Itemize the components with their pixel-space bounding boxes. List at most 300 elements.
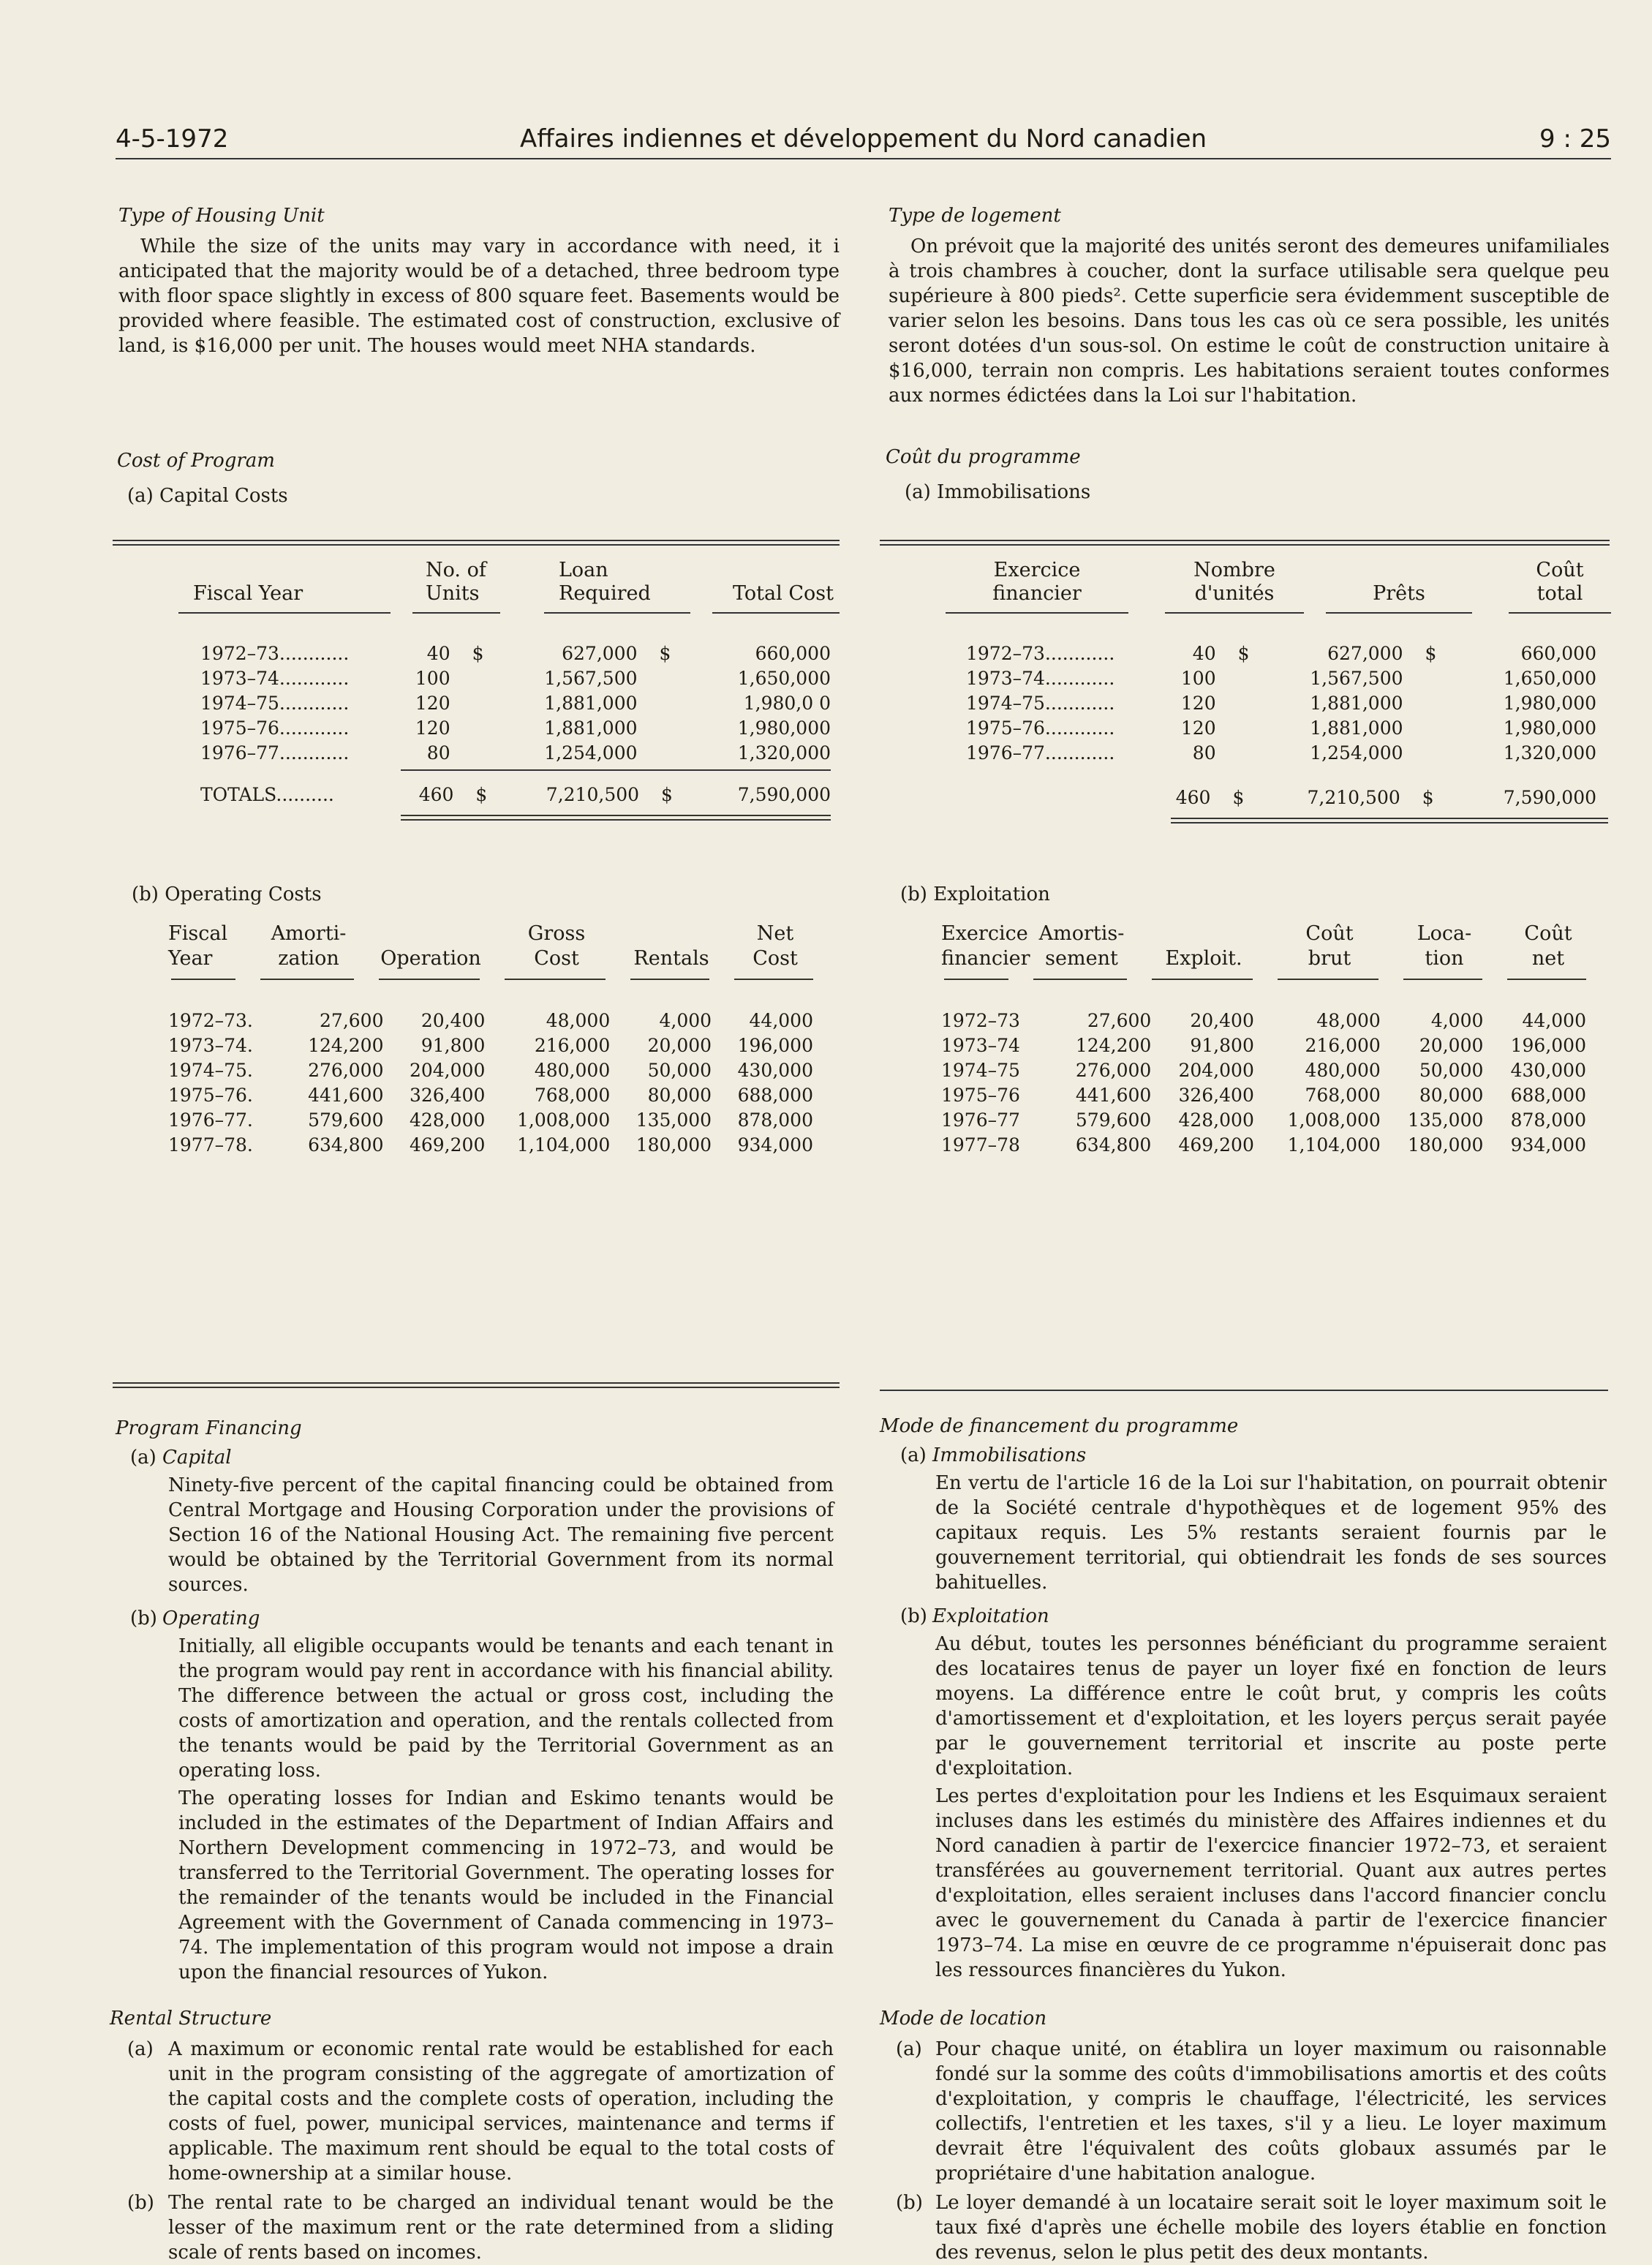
table-cell: 1,881,000 <box>1310 717 1403 739</box>
table-cell: 1973–74............ <box>200 667 350 689</box>
table-cell: 1977–78 <box>941 1134 1020 1156</box>
table-cell: 120 <box>415 692 450 714</box>
fr-op-header-cell <box>1504 922 1592 971</box>
table-cell: 1975–76. <box>168 1084 253 1106</box>
fr-op-header-cell <box>1030 922 1133 971</box>
table-cell: 768,000 <box>1305 1084 1381 1106</box>
en-op-header-line <box>376 922 486 946</box>
table-cell: 688,000 <box>1510 1084 1586 1106</box>
table-cell: 660,000 <box>755 642 831 664</box>
table-cell: 934,000 <box>1510 1134 1586 1156</box>
table-cell: $ <box>659 642 671 664</box>
en-cap-h-loan: Loan Required <box>559 559 651 605</box>
table-row <box>941 1033 1586 1058</box>
en-op-header-cell <box>502 922 611 971</box>
table-cell <box>1216 690 1278 715</box>
table-cell: 40 <box>426 642 450 664</box>
table-cell: 430,000 <box>1510 1059 1586 1081</box>
fr-fin-b-text2: Les pertes d'exploitation pour les Indiens et les Esquimaux seraient incluses dans les estimés du ministère des Affaires indiennes et du Nord canadien à partir de l'exercice financier 1972–73, et seraient transférées au gouvernement territorial. Quant aux autres pertes d'exploitation, elles seraient incluses dans l'accord financier conclu avec le gouvernement du Canada à partir de l'exercice financier 1973–74. La mise en œuvre de ce programme n'épuiserait donc pas les ressources financières du Yukon. <box>935 1785 1607 1981</box>
en-cap-h-units: No. of Units <box>426 559 486 605</box>
table-cell: 196,000 <box>737 1034 813 1056</box>
fr-op-header-line: sement <box>1045 947 1118 970</box>
table-cell: 120 <box>1180 717 1216 739</box>
table-cell: 1,650,000 <box>737 667 831 689</box>
fr-cap-header-line: Coût <box>1536 559 1584 581</box>
table-cell: 216,000 <box>1305 1034 1381 1056</box>
table-cell: $ <box>1425 642 1437 664</box>
table-cell: 1,881,000 <box>1310 692 1403 714</box>
en-fin-a-text: Ninety-five percent of the capital financing could be obtained from Central Mortgage and Housing Corporation under the provisions of Section 16 of the National Housing Act. The remaining five percent would be obtained by the Territorial Government from its normal sources. <box>168 1474 834 1596</box>
table-cell: 627,000 <box>1327 642 1403 664</box>
en-op-header-line: zation <box>278 947 339 970</box>
table-total-cell: 460 <box>1175 786 1211 808</box>
table-total-row <box>200 781 831 807</box>
table-row <box>200 690 831 715</box>
fr-op-header-rule <box>1507 979 1586 980</box>
table-cell: 1,980,0 0 <box>743 692 831 714</box>
table-cell: 27,600 <box>320 1009 384 1031</box>
en-op-header-rule <box>505 979 606 980</box>
fr-capital-header <box>880 546 1610 615</box>
en-op-header-rule <box>630 979 709 980</box>
table-cell: 579,600 <box>1075 1109 1152 1131</box>
table-cell: 50,000 <box>647 1059 712 1081</box>
fr-fin-a-label: (a) <box>900 1444 927 1466</box>
table-cell: 441,600 <box>1075 1084 1152 1106</box>
fr-cost-section <box>886 446 1610 510</box>
table-total-cell: $ <box>1422 786 1434 808</box>
table-cell: $ <box>1237 642 1250 664</box>
table-cell: 1973–74 <box>941 1034 1020 1056</box>
fr-fin-b-label: (b) <box>900 1605 927 1627</box>
table-cell <box>1403 690 1465 715</box>
table-cell <box>1403 715 1465 740</box>
fr-operating-section <box>900 883 1610 913</box>
table-cell: 1,008,000 <box>1287 1109 1381 1131</box>
fr-rent-a-text: Pour chaque unité, on établira un loyer maximum ou raisonnable fondé sur la somme des coûts d'immobilisations amortis et des coûts d'exploitation, y compris le chauffage, l'électricité, les services collectifs, l'entretien et les taxes, s'il y a lieu. Le loyer maximum devrait être l'équivalent des coûts globaux assumés par le propriétaire d'une habitation analogue. <box>935 2038 1607 2185</box>
table-total-cell: 7,210,500 <box>1307 786 1400 808</box>
en-cap-h-fiscal: Fiscal Year <box>193 582 303 605</box>
fr-op-header-rule <box>1403 979 1482 980</box>
table-cell: 469,200 <box>1178 1134 1254 1156</box>
table-cell: 100 <box>1180 667 1216 689</box>
table-cell: 660,000 <box>1520 642 1596 664</box>
en-op-header-cell <box>731 922 819 971</box>
table-row <box>168 1008 813 1033</box>
en-capital-table-wrap <box>113 540 840 821</box>
table-cell: 1976–77. <box>168 1109 253 1131</box>
table-cell: 124,200 <box>1075 1034 1152 1056</box>
en-op-header-rule <box>734 979 813 980</box>
en-rent-b-label: (b) <box>127 2192 154 2214</box>
fr-capital-heading-text: (a) Immobilisations <box>905 481 1091 503</box>
table-cell: 627,000 <box>562 642 638 664</box>
fr-capital-total-table <box>966 784 1596 810</box>
en-housing-heading: Type of Housing Unit <box>118 205 325 227</box>
table-cell: $ <box>472 642 484 664</box>
en-op-header-line: Net <box>756 922 794 945</box>
en-op-header-cell <box>168 922 241 971</box>
table-cell: 1977–78. <box>168 1134 253 1156</box>
table-cell: 480,000 <box>534 1059 611 1081</box>
en-op-header-cell <box>376 922 486 971</box>
table-cell: 1974–75............ <box>200 692 350 714</box>
table-total-cell: 460 <box>418 783 454 805</box>
table-cell: 441,600 <box>308 1084 384 1106</box>
fr-op-header-cell <box>941 922 1030 971</box>
table-cell: 1976–77............ <box>200 742 350 764</box>
table-cell: 180,000 <box>635 1134 712 1156</box>
table-row <box>966 690 1596 715</box>
table-row <box>941 1132 1586 1157</box>
en-fin-b-heading: Operating <box>162 1608 260 1629</box>
table-cell: 50,000 <box>1419 1059 1484 1081</box>
table-cell <box>638 740 699 765</box>
table-cell: 878,000 <box>1510 1109 1586 1131</box>
table-row <box>941 1008 1586 1033</box>
fr-cap-header-line: d'unités <box>1194 582 1275 605</box>
table-cell: 1,980,000 <box>1503 692 1596 714</box>
fr-cost-heading: Coût du programme <box>886 446 1081 468</box>
fr-financing-section <box>880 1415 1610 1983</box>
table-cell: 80 <box>426 742 450 764</box>
header-title: Affaires indiennes et développement du Nord canadien <box>519 124 1207 154</box>
fr-housing-heading: Type de logement <box>889 205 1061 227</box>
en-operating-heading-text: (b) Operating Costs <box>132 883 322 905</box>
fr-rent-b-label: (b) <box>896 2192 923 2214</box>
fr-cap-header-cell <box>1333 559 1465 606</box>
table-cell: 27,600 <box>1087 1009 1152 1031</box>
fr-op-header-line: Coût <box>1305 922 1354 945</box>
fr-op-header-line: net <box>1531 947 1565 970</box>
fr-cap-header-rule <box>1326 612 1472 614</box>
table-row <box>200 641 831 666</box>
table-cell: 1975–76............ <box>966 717 1115 739</box>
table-cell: 1972–73............ <box>966 642 1115 664</box>
en-rental-heading: Rental Structure <box>110 2008 272 2030</box>
table-total-cell: $ <box>475 783 488 805</box>
table-cell: 91,800 <box>1190 1034 1254 1056</box>
en-op-header-rule <box>379 979 480 980</box>
fr-fin-a-heading: Immobilisations <box>932 1444 1087 1466</box>
table-cell: 1975–76 <box>941 1084 1020 1106</box>
en-housing-text: While the size of the units may vary in accordance with need, it i anticipated that the majority would be of a detached, three bedroom type with floor space slightly in excess of 800 square feet. Basements would be provided where feasible. The estimated cost of construction, exclusive of land, is $16,000 per unit. The houses would meet NHA standards. <box>118 235 840 357</box>
table-cell: 1974–75. <box>168 1059 253 1081</box>
table-cell: 204,000 <box>409 1059 486 1081</box>
fr-cap-header-cell <box>953 559 1121 606</box>
table-cell <box>1216 715 1278 740</box>
fr-op-header-line: brut <box>1308 947 1351 970</box>
table-cell: 180,000 <box>1408 1134 1484 1156</box>
fr-op-header-cell <box>1400 922 1488 971</box>
en-capital-table <box>200 641 831 765</box>
fr-op-header-line: tion <box>1425 947 1464 970</box>
table-cell: 4,000 <box>659 1009 712 1031</box>
table-row <box>966 715 1596 740</box>
fr-cap-header-line: Nombre <box>1193 559 1275 581</box>
table-cell: 1,104,000 <box>517 1134 611 1156</box>
table-cell <box>450 715 512 740</box>
fr-op-header-line: Coût <box>1524 922 1572 945</box>
en-op-header-cell <box>257 922 360 971</box>
table-cell: 326,400 <box>1178 1084 1254 1106</box>
table-cell: 1,320,000 <box>737 742 831 764</box>
en-rent-a-label: (a) <box>127 2038 154 2060</box>
table-cell: 1,320,000 <box>1503 742 1596 764</box>
table-cell: 1,254,000 <box>1310 742 1403 764</box>
table-row <box>168 1082 813 1107</box>
table-total-cell: 7,210,500 <box>546 783 640 805</box>
fr-op-header-line: financier <box>941 947 1030 970</box>
table-cell: 48,000 <box>546 1009 611 1031</box>
fr-op-header-line: Exercice <box>941 922 1028 945</box>
en-op-header-line: Amorti- <box>271 922 347 945</box>
table-cell: 1974–75............ <box>966 692 1115 714</box>
fr-cap-header-line: Exercice <box>993 559 1081 581</box>
en-fin-b-label: (b) <box>130 1608 157 1629</box>
table-cell: 120 <box>1180 692 1216 714</box>
table-cell: 1,980,000 <box>737 717 831 739</box>
table-row <box>168 1107 813 1132</box>
fr-cap-header-cell <box>1172 559 1297 606</box>
table-total-cell <box>966 784 1155 810</box>
table-cell: 40 <box>1192 642 1216 664</box>
table-cell: 1972–73. <box>168 1009 253 1031</box>
table-row <box>941 1107 1586 1132</box>
fr-op-header-rule <box>1152 979 1253 980</box>
table-cell: 1975–76............ <box>200 717 350 739</box>
table-cell: 124,200 <box>308 1034 384 1056</box>
table-cell: 1972–73............ <box>200 642 350 664</box>
table-cell: 48,000 <box>1316 1009 1381 1031</box>
en-fin-b-text2: The operating losses for Indian and Eskimo tenants would be included in the estimates of the Department of Indian Affairs and Northern Development commencing in 1972–73, and would be transferred to the Territorial Government. The operating losses for the remainder of the tenants would be included in the Financial Agreement with the Government of Canada commencing in 1973–74. The implementation of this program would not impose a drain upon the financial resources of Yukon. <box>178 1787 834 1983</box>
en-op-header-line: Year <box>168 947 213 970</box>
fr-capital-top-rule <box>880 540 1610 546</box>
table-cell: 120 <box>415 717 450 739</box>
table-cell: 1972–73 <box>941 1009 1020 1031</box>
table-cell: 428,000 <box>1178 1109 1254 1131</box>
table-row <box>966 740 1596 765</box>
fr-op-header-cell <box>1275 922 1384 971</box>
table-cell: 430,000 <box>737 1059 813 1081</box>
fr-op-header-line: Exploit. <box>1165 947 1242 970</box>
table-cell: 100 <box>415 667 450 689</box>
fr-operating-table <box>941 1008 1586 1157</box>
en-op-header-rule <box>171 979 235 980</box>
en-fin-a-label: (a) <box>130 1447 156 1469</box>
table-cell: 934,000 <box>737 1134 813 1156</box>
table-row <box>200 715 831 740</box>
en-rent-a-text: A maximum or economic rental rate would be established for each unit in the program consisting of the aggregate of amortization of the capital costs and the complete costs of operation, including the costs of fuel, power, municipal services, maintenance and terms if applicable. The maximum rent should be equal to the total costs of home-ownership at a similar house. <box>168 2038 834 2185</box>
table-row <box>941 1058 1586 1082</box>
en-op-header-cell <box>627 922 715 971</box>
table-cell: 480,000 <box>1305 1059 1381 1081</box>
table-cell: 1,881,000 <box>544 717 638 739</box>
table-cell: 216,000 <box>534 1034 611 1056</box>
table-cell <box>450 690 512 715</box>
en-op-header-line: Cost <box>534 947 579 970</box>
en-financing-section <box>116 1417 840 1985</box>
table-cell: 135,000 <box>635 1109 712 1131</box>
en-cost-heading: Cost of Program <box>117 450 275 472</box>
en-operating-table <box>168 1008 813 1157</box>
table-cell: 80,000 <box>1419 1084 1484 1106</box>
table-total-cell: 7,590,000 <box>737 783 831 805</box>
table-cell: 20,000 <box>1419 1034 1484 1056</box>
table-cell: 4,000 <box>1430 1009 1484 1031</box>
en-rent-b-text: The rental rate to be charged an individual tenant would be the lesser of the maximum rent or the rate determined from a sliding scale of rents based on incomes. <box>168 2192 834 2264</box>
fr-fin-a-text: En vertu de l'article 16 de la Loi sur l'habitation, on pourrait obtenir de la Société centrale d'hypothèques et de logement 95% des capitaux requis. Les 5% restants seraient fournis par le gouvernement territorial, qui obtiendrait les fonds de ses sources bahituelles. <box>935 1472 1607 1594</box>
table-cell: 1,104,000 <box>1287 1134 1381 1156</box>
table-cell <box>450 666 512 690</box>
fr-op-header-rule <box>944 979 1008 980</box>
table-cell: 80 <box>1192 742 1216 764</box>
fr-op-header-rule <box>1278 979 1378 980</box>
table-row <box>966 666 1596 690</box>
table-cell: 1976–77............ <box>966 742 1115 764</box>
fr-operating-heading <box>900 883 1610 905</box>
table-cell: 135,000 <box>1408 1109 1484 1131</box>
fr-fin-b-text1: Au début, toutes les personnes bénéficiant du programme seraient des locataires tenus de payer un loyer fixé en fonction de leurs moyens. La différence entre le coût brut, y compris les coûts d'amortissement et d'exploitation, et les loyers perçus serait payée par le gouvernement territorial et inscrite au poste perte d'exploitation. <box>935 1633 1607 1779</box>
fr-op-header-rule <box>1033 979 1127 980</box>
table-row <box>941 1082 1586 1107</box>
table-cell: 1,650,000 <box>1503 667 1596 689</box>
table-cell: 20,400 <box>420 1009 486 1031</box>
table-cell <box>1403 740 1465 765</box>
fr-rent-b-text: Le loyer demandé à un locataire serait soit le loyer maximum soit le taux fixé d'après une échelle mobile des loyers établie en fonction des revenus, selon le plus petit des deux montants. <box>935 2192 1607 2264</box>
table-cell <box>1216 740 1278 765</box>
fr-op-header-line: Amortis- <box>1038 922 1125 945</box>
en-housing-section <box>118 205 840 358</box>
en-op-header-line: Rentals <box>633 947 709 970</box>
table-cell: 428,000 <box>409 1109 486 1131</box>
en-operating-table-wrap <box>168 922 840 1157</box>
fr-fin-b-heading: Exploitation <box>932 1605 1049 1627</box>
table-cell: 878,000 <box>737 1109 813 1131</box>
en-op-header-rule <box>260 979 354 980</box>
table-cell: 204,000 <box>1178 1059 1254 1081</box>
table-row <box>200 666 831 690</box>
table-total-cell: $ <box>1232 786 1245 808</box>
table-cell: 20,400 <box>1190 1009 1254 1031</box>
table-cell: 469,200 <box>409 1134 486 1156</box>
fr-cap-header-line: Prêts <box>1373 582 1425 605</box>
table-cell: 579,600 <box>308 1109 384 1131</box>
table-row <box>168 1033 813 1058</box>
table-cell <box>638 715 699 740</box>
table-row <box>168 1132 813 1157</box>
table-cell <box>638 666 699 690</box>
table-cell: 20,000 <box>647 1034 712 1056</box>
table-cell: 196,000 <box>1510 1034 1586 1056</box>
en-capital-total-table <box>200 781 831 807</box>
table-cell: 91,800 <box>420 1034 486 1056</box>
en-op-header <box>168 922 840 979</box>
table-total-cell: TOTALS.......... <box>200 783 334 805</box>
en-fin-b-text1: Initially, all eligible occupants would be tenants and each tenant in the program would pay rent in accordance with his financial ability. The difference between the actual or gross cost, including the costs of amortization and operation, and the rentals collected from the tenants would be paid by the Territorial Government as an operating loss. <box>178 1635 834 1782</box>
table-row <box>200 740 831 765</box>
en-operating-section <box>132 883 840 913</box>
fr-operating-table-wrap <box>941 922 1610 1157</box>
table-cell: 634,800 <box>308 1134 384 1156</box>
table-total-cell: $ <box>661 783 673 805</box>
en-op-header-line: Fiscal <box>168 922 228 945</box>
table-cell: 276,000 <box>308 1059 384 1081</box>
fr-rental-heading: Mode de location <box>880 2008 1047 2030</box>
fr-rent-a-label: (a) <box>896 2038 922 2060</box>
fr-cap-header-line: financier <box>992 582 1082 605</box>
en-capital-top-rule <box>113 540 840 546</box>
fr-capital-heading <box>886 481 1610 503</box>
fr-cap-header-rule <box>946 612 1128 614</box>
table-cell: 1974–75 <box>941 1059 1020 1081</box>
en-op-header-line: Gross <box>527 922 586 945</box>
table-cell: 326,400 <box>409 1084 486 1106</box>
table-cell: 44,000 <box>1522 1009 1586 1031</box>
table-cell <box>450 740 512 765</box>
table-cell: 1976–77 <box>941 1109 1020 1131</box>
fr-cap-header-line <box>1333 559 1465 582</box>
table-cell: 44,000 <box>749 1009 813 1031</box>
fr-housing-text: On prévoit que la majorité des unités seront des demeures unifamiliales à trois chambres à coucher, dont la surface utilisable sera quelque peu supérieure à 800 pieds². Cette superficie sera évidemment susceptible de varier selon les besoins. Dans tous les cas où ce sera possible, les unités seront dotées d'un sous-sol. On estime le coût de construction unitaire à $16,000, terrain non compris. Les habitations seraient toutes conformes aux normes édictées dans la Loi sur l'habitation. <box>889 235 1610 407</box>
table-cell: 1,008,000 <box>517 1109 611 1131</box>
table-cell: 634,800 <box>1075 1134 1152 1156</box>
fr-cap-header-line: total <box>1536 582 1583 605</box>
en-rental-section <box>110 2008 840 2265</box>
table-row <box>966 641 1596 666</box>
table-total-row <box>966 784 1596 810</box>
en-capital-heading <box>117 485 840 507</box>
table-cell: 1,881,000 <box>544 692 638 714</box>
en-capital-heading-text: (a) Capital Costs <box>127 485 288 507</box>
page-header <box>116 117 1611 159</box>
en-op-header-line <box>627 922 715 946</box>
fr-op-header <box>941 922 1610 979</box>
header-date: 4-5-1972 <box>116 124 229 154</box>
table-total-cell: 7,590,000 <box>1503 786 1596 808</box>
fr-rental-section <box>880 2008 1610 2265</box>
table-cell: 1,567,500 <box>1310 667 1403 689</box>
table-cell: 1,567,500 <box>544 667 638 689</box>
header-page-number: 9 : 25 <box>1539 124 1611 154</box>
table-row <box>168 1058 813 1082</box>
fr-cap-header-cell <box>1516 559 1604 606</box>
table-cell <box>638 690 699 715</box>
table-cell: 276,000 <box>1075 1059 1152 1081</box>
en-cost-section <box>117 450 840 514</box>
fr-operating-heading-text: (b) Exploitation <box>900 883 1050 905</box>
table-cell: 80,000 <box>647 1084 712 1106</box>
fr-op-header-cell <box>1149 922 1259 971</box>
en-op-header-line: Cost <box>753 947 798 970</box>
fr-cap-header-rule <box>1165 612 1304 614</box>
en-capital-header <box>113 546 840 615</box>
fr-capital-table <box>966 641 1596 765</box>
fr-housing-section <box>889 205 1610 408</box>
fr-capital-table-wrap <box>880 540 1610 824</box>
en-fin-a-heading: Capital <box>162 1447 232 1469</box>
fr-financing-heading: Mode de financement du programme <box>880 1415 1239 1437</box>
table-cell: 1973–74. <box>168 1034 253 1056</box>
en-cap-h-total: Total Cost <box>733 582 834 605</box>
table-cell: 768,000 <box>534 1084 611 1106</box>
table-cell: 1,980,000 <box>1503 717 1596 739</box>
table-cell: 1,254,000 <box>544 742 638 764</box>
en-operating-heading <box>132 883 840 905</box>
table-cell: 1973–74............ <box>966 667 1115 689</box>
table-cell: 688,000 <box>737 1084 813 1106</box>
table-cell <box>1216 666 1278 690</box>
